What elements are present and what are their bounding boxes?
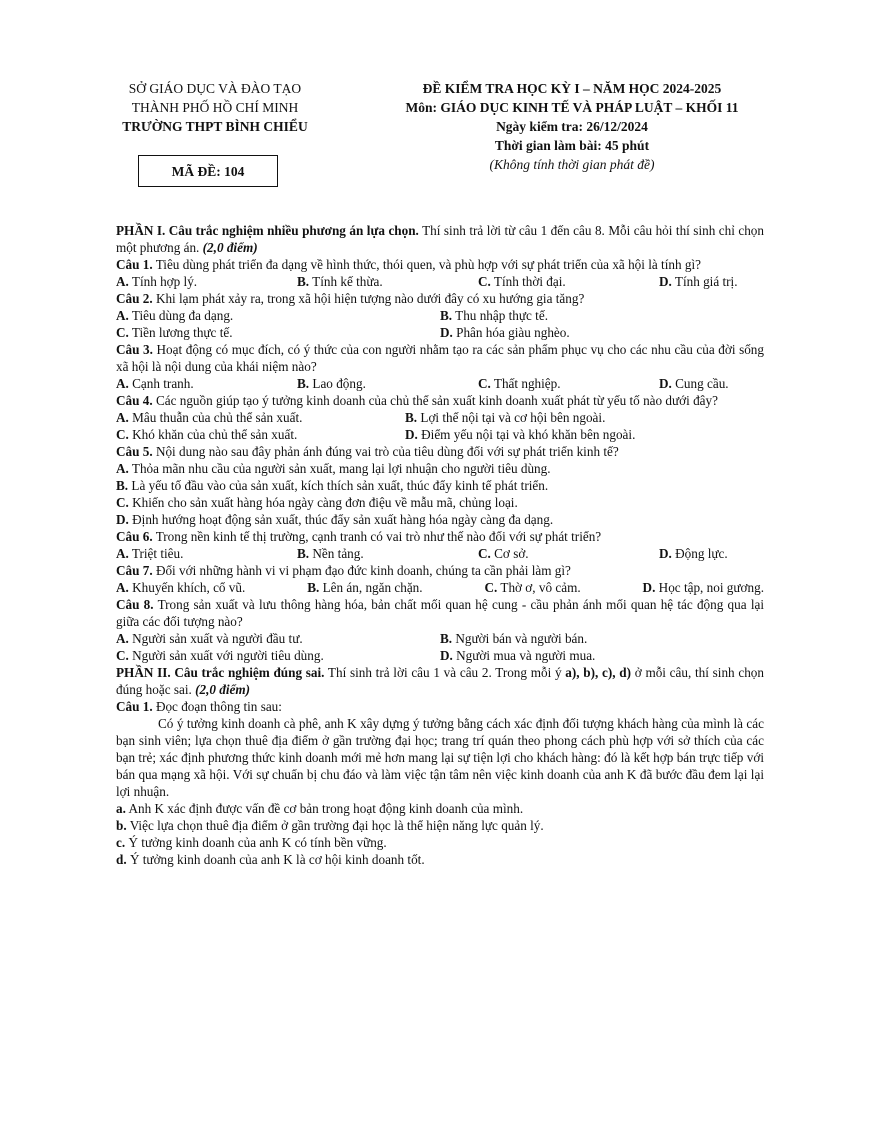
statement-d <box>116 851 764 868</box>
exam-date: Ngày kiểm tra: 26/12/2024 <box>496 119 648 134</box>
option-text: Học tập, noi gương. <box>655 580 764 595</box>
header-right <box>358 79 786 174</box>
option-letter: D. <box>440 325 453 340</box>
option-d <box>643 579 764 596</box>
question-text: Trong nền kinh tế thị trường, cạnh tranh có vai trò như thế nào đối với sự phát triển? <box>152 529 602 544</box>
option-text: Phân hóa giàu nghèo. <box>452 325 570 340</box>
option-text: Lợi thế nội tại và cơ hội bên ngoài. <box>417 410 606 425</box>
option-c <box>478 375 659 392</box>
option-text: Khuyến khích, cổ vũ. <box>128 580 246 595</box>
option-text: Thu nhập thực tế. <box>452 308 548 323</box>
option-d <box>116 511 764 528</box>
reading-passage: Có ý tưởng kinh doanh cà phê, anh K xây dựng ý tưởng bằng cách xác định đối tượng khách hàng của mình là các bạn sinh viên; lựa chọn thuê địa điểm ở gần trường đại học; trang trí quán theo phong cách phù hợp với sở thích của các bạn trẻ; xác định phương thức kinh doanh mới mẻ hơn mang lại sự tiện lợi cho khách hàng: đó là kết hợp bán trực tiếp với bán qua mạng xã hội. Với sự chuẩn bị chu đáo và làm việc tận tâm nên việc kinh doanh của anh K đã bước đầu đem lại lại lợi nhuận. <box>116 716 764 799</box>
option-text: Tính thời đại. <box>490 274 566 289</box>
statement-text: Ý tưởng kinh doanh của anh K có tính bền vững. <box>125 835 387 850</box>
part1-points: (2,0 điểm) <box>202 240 258 255</box>
option-text: Cơ sở. <box>490 546 529 561</box>
options-row <box>116 409 764 426</box>
option-letter: B. <box>440 308 453 323</box>
question-8 <box>116 596 764 630</box>
option-b <box>297 273 478 290</box>
option-d <box>440 647 764 664</box>
question-2 <box>116 290 764 307</box>
part1-instruction: Thí sinh trả lời từ câu 1 đến câu 8. Mỗi câu hỏi thí sinh chỉ chọn một phương án. <box>116 223 764 255</box>
option-text: Tính kế thừa. <box>309 274 383 289</box>
question-text: Trong sản xuất và lưu thông hàng hóa, bản chất mối quan hệ cung - cầu phản ánh mối quan hệ tác động qua lại giữa các đối tượng nào? <box>116 597 765 629</box>
option-letter: A. <box>116 546 129 561</box>
option-a <box>116 273 297 290</box>
options-row <box>116 324 764 341</box>
exam-title: ĐỀ KIỂM TRA HỌC KỲ I – NĂM HỌC 2024-2025 <box>422 81 722 96</box>
exam-note: (Không tính thời gian phát đề) <box>489 157 655 172</box>
option-text: Định hướng hoạt động sản xuất, thúc đẩy sản xuất hàng hóa ngày càng đa dạng. <box>128 512 554 527</box>
option-b <box>297 375 478 392</box>
question-label: Câu 4. <box>116 393 153 408</box>
option-text: Thỏa mãn nhu cầu của người sản xuất, mang lại lợi nhuận cho người tiêu dùng. <box>128 461 551 476</box>
question-3 <box>116 341 764 375</box>
option-letter: D. <box>405 427 418 442</box>
question-text: Tiêu dùng phát triển đa dạng về hình thức, thói quen, và phù hợp với sự phát triển của xã hội là tính gì? <box>152 257 701 272</box>
option-c <box>116 647 440 664</box>
option-text: Cung cầu. <box>671 376 729 391</box>
part2-title: PHẦN II. Câu trắc nghiệm đúng sai. <box>116 665 325 680</box>
option-c <box>478 273 659 290</box>
options-row <box>116 630 764 647</box>
options-row <box>116 426 764 443</box>
option-letter: B. <box>307 580 320 595</box>
exam-duration: Thời gian làm bài: 45 phút <box>494 138 650 153</box>
question-6 <box>116 528 764 545</box>
city-name: THÀNH PHỐ HỒ CHÍ MINH <box>131 100 299 115</box>
question-label: Câu 7. <box>116 563 153 578</box>
option-text: Tiền lương thực tế. <box>128 325 233 340</box>
options-row <box>116 273 764 290</box>
header-left <box>100 79 330 136</box>
statement-b <box>116 817 764 834</box>
option-text: Người sản xuất và người đầu tư. <box>128 631 303 646</box>
part2-heading <box>116 664 764 698</box>
school-name: TRƯỜNG THPT BÌNH CHIỂU <box>122 119 308 134</box>
option-text: Người mua và người mua. <box>452 648 596 663</box>
option-letter: D. <box>116 512 129 527</box>
part1-heading <box>116 222 764 256</box>
option-letter: D. <box>659 546 672 561</box>
question-label: Câu 3. <box>116 342 153 357</box>
question-5 <box>116 443 764 460</box>
part2-instruction: Thí sinh trả lời câu 1 và câu 2. Trong mỗi ý <box>324 665 566 680</box>
option-letter: A. <box>116 376 129 391</box>
option-letter: C. <box>116 427 129 442</box>
statement-text: Ý tưởng kinh doanh của anh K là cơ hội kinh doanh tốt. <box>126 852 425 867</box>
option-text: Động lực. <box>671 546 728 561</box>
option-text: Khiến cho sản xuất hàng hóa ngày càng đơn điệu về mẫu mã, chủng loại. <box>128 495 518 510</box>
question-text: Nội dung nào sau đây phản ánh đúng vai trò của tiêu dùng đối với sự phát triển kinh tế? <box>152 444 619 459</box>
part1-title: PHẦN I. Câu trắc nghiệm nhiều phương án lựa chọn. <box>116 223 419 238</box>
option-text: Là yếu tố đầu vào của sản xuất, kích thích sản xuất, thúc đẩy kinh tế phát triển. <box>128 478 549 493</box>
option-b <box>440 307 764 324</box>
option-letter: A. <box>116 461 129 476</box>
option-text: Lên án, ngăn chặn. <box>319 580 423 595</box>
option-letter: C. <box>116 325 129 340</box>
option-letter: A. <box>116 631 129 646</box>
option-d <box>659 375 729 392</box>
option-text: Nền tảng. <box>309 546 364 561</box>
option-letter: B. <box>116 478 129 493</box>
option-text: Tiêu dùng đa dạng. <box>128 308 234 323</box>
options-row <box>116 579 764 596</box>
option-letter: B. <box>297 546 310 561</box>
option-a <box>116 307 440 324</box>
question-label: Câu 6. <box>116 529 153 544</box>
statement-text: Anh K xác định được vấn đề cơ bản trong hoạt động kinh doanh của mình. <box>125 801 524 816</box>
question-label: Câu 5. <box>116 444 153 459</box>
question-text: Các nguồn giúp tạo ý tưởng kinh doanh của chủ thể sản xuất kinh doanh xuất phát từ yếu tố nào dưới đây? <box>152 393 718 408</box>
part2-instruction-b: ở mỗi câu, thí sinh chọn đúng hoặc sai. <box>116 665 764 697</box>
option-a <box>116 409 405 426</box>
option-text: Cạnh tranh. <box>128 376 194 391</box>
statement-letter: c. <box>116 835 126 850</box>
option-text: Tính giá trị. <box>671 274 738 289</box>
option-a <box>116 579 245 596</box>
option-letter: D. <box>642 580 656 595</box>
question-label: Câu 1. <box>116 699 153 714</box>
option-d <box>405 426 694 443</box>
option-text: Người sản xuất với người tiêu dùng. <box>128 648 324 663</box>
question-label: Câu 2. <box>116 291 153 306</box>
option-letter: C. <box>116 495 129 510</box>
part2-points: (2,0 điểm) <box>195 682 251 697</box>
option-letter: D. <box>440 648 453 663</box>
option-b <box>307 579 422 596</box>
question-4 <box>116 392 764 409</box>
exam-code-box <box>138 155 278 187</box>
question-label: Câu 1. <box>116 257 153 272</box>
option-a <box>116 375 297 392</box>
option-letter: C. <box>478 546 491 561</box>
statement-a <box>116 800 764 817</box>
statement-letter: a. <box>116 801 126 816</box>
question-label: Câu 8. <box>116 597 154 612</box>
option-c <box>478 545 659 562</box>
option-letter: B. <box>440 631 453 646</box>
option-letter: A. <box>116 308 129 323</box>
option-letter: A. <box>116 274 129 289</box>
option-letter: C. <box>116 648 129 663</box>
option-b <box>297 545 478 562</box>
part2-instruction-ops: a), b), c), d) <box>565 665 632 680</box>
option-d <box>440 324 764 341</box>
department-name: SỞ GIÁO DỤC VÀ ĐÀO TẠO <box>128 81 302 96</box>
option-text: Triệt tiêu. <box>128 546 184 561</box>
exam-subject: Môn: GIÁO DỤC KINH TẾ VÀ PHÁP LUẬT – KHỐI 11 <box>405 100 739 115</box>
options-row <box>116 545 764 562</box>
part2-question-1 <box>116 698 764 715</box>
option-letter: B. <box>405 410 418 425</box>
exam-content <box>116 222 764 868</box>
statement-text: Việc lựa chọn thuê địa điểm ở gần trường đại học là thể hiện năng lực quản lý. <box>126 818 544 833</box>
option-b <box>440 630 764 647</box>
option-letter: D. <box>659 274 672 289</box>
option-a <box>116 545 297 562</box>
option-d <box>659 273 738 290</box>
option-a <box>116 460 764 477</box>
option-text: Thất nghiệp. <box>490 376 561 391</box>
option-b <box>116 477 764 494</box>
question-text: Đọc đoạn thông tin sau: <box>152 699 282 714</box>
question-7 <box>116 562 764 579</box>
option-c <box>116 426 405 443</box>
question-text: Hoạt động có mục đích, có ý thức của con người nhằm tạo ra các sản phẩm phục vụ cho các nhu cầu của đời sống xã hội là nội dung của khái niệm nào? <box>116 342 764 374</box>
options-row <box>116 307 764 324</box>
option-c <box>485 579 581 596</box>
option-text: Lao động. <box>309 376 366 391</box>
options-row <box>116 647 764 664</box>
option-text: Tính hợp lý. <box>128 274 198 289</box>
option-c <box>116 494 764 511</box>
statement-letter: d. <box>116 852 127 867</box>
option-letter: B. <box>297 274 310 289</box>
option-text: Điểm yếu nội tại và khó khăn bên ngoài. <box>417 427 636 442</box>
option-letter: C. <box>478 376 491 391</box>
statement-letter: b. <box>116 818 127 833</box>
option-b <box>405 409 694 426</box>
option-c <box>116 324 440 341</box>
option-d <box>659 545 728 562</box>
option-text: Mâu thuẫn của chủ thể sản xuất. <box>128 410 303 425</box>
option-a <box>116 630 440 647</box>
option-text: Người bán và người bán. <box>452 631 588 646</box>
option-letter: A. <box>116 580 129 595</box>
question-text: Đối với những hành vi vi phạm đạo đức kinh doanh, chúng ta cần phải làm gì? <box>152 563 571 578</box>
option-letter: C. <box>484 580 498 595</box>
question-text: Khi lạm phát xảy ra, trong xã hội hiện tượng nào dưới đây có xu hướng gia tăng? <box>152 291 585 306</box>
exam-code: MÃ ĐỀ: 104 <box>171 163 245 179</box>
question-1 <box>116 256 764 273</box>
option-text: Thờ ơ, vô cảm. <box>497 580 581 595</box>
option-letter: A. <box>116 410 129 425</box>
option-letter: D. <box>659 376 672 391</box>
option-text: Khó khăn của chủ thể sản xuất. <box>128 427 298 442</box>
option-letter: C. <box>478 274 491 289</box>
options-row <box>116 375 764 392</box>
option-letter: B. <box>297 376 310 391</box>
statement-c <box>116 834 764 851</box>
